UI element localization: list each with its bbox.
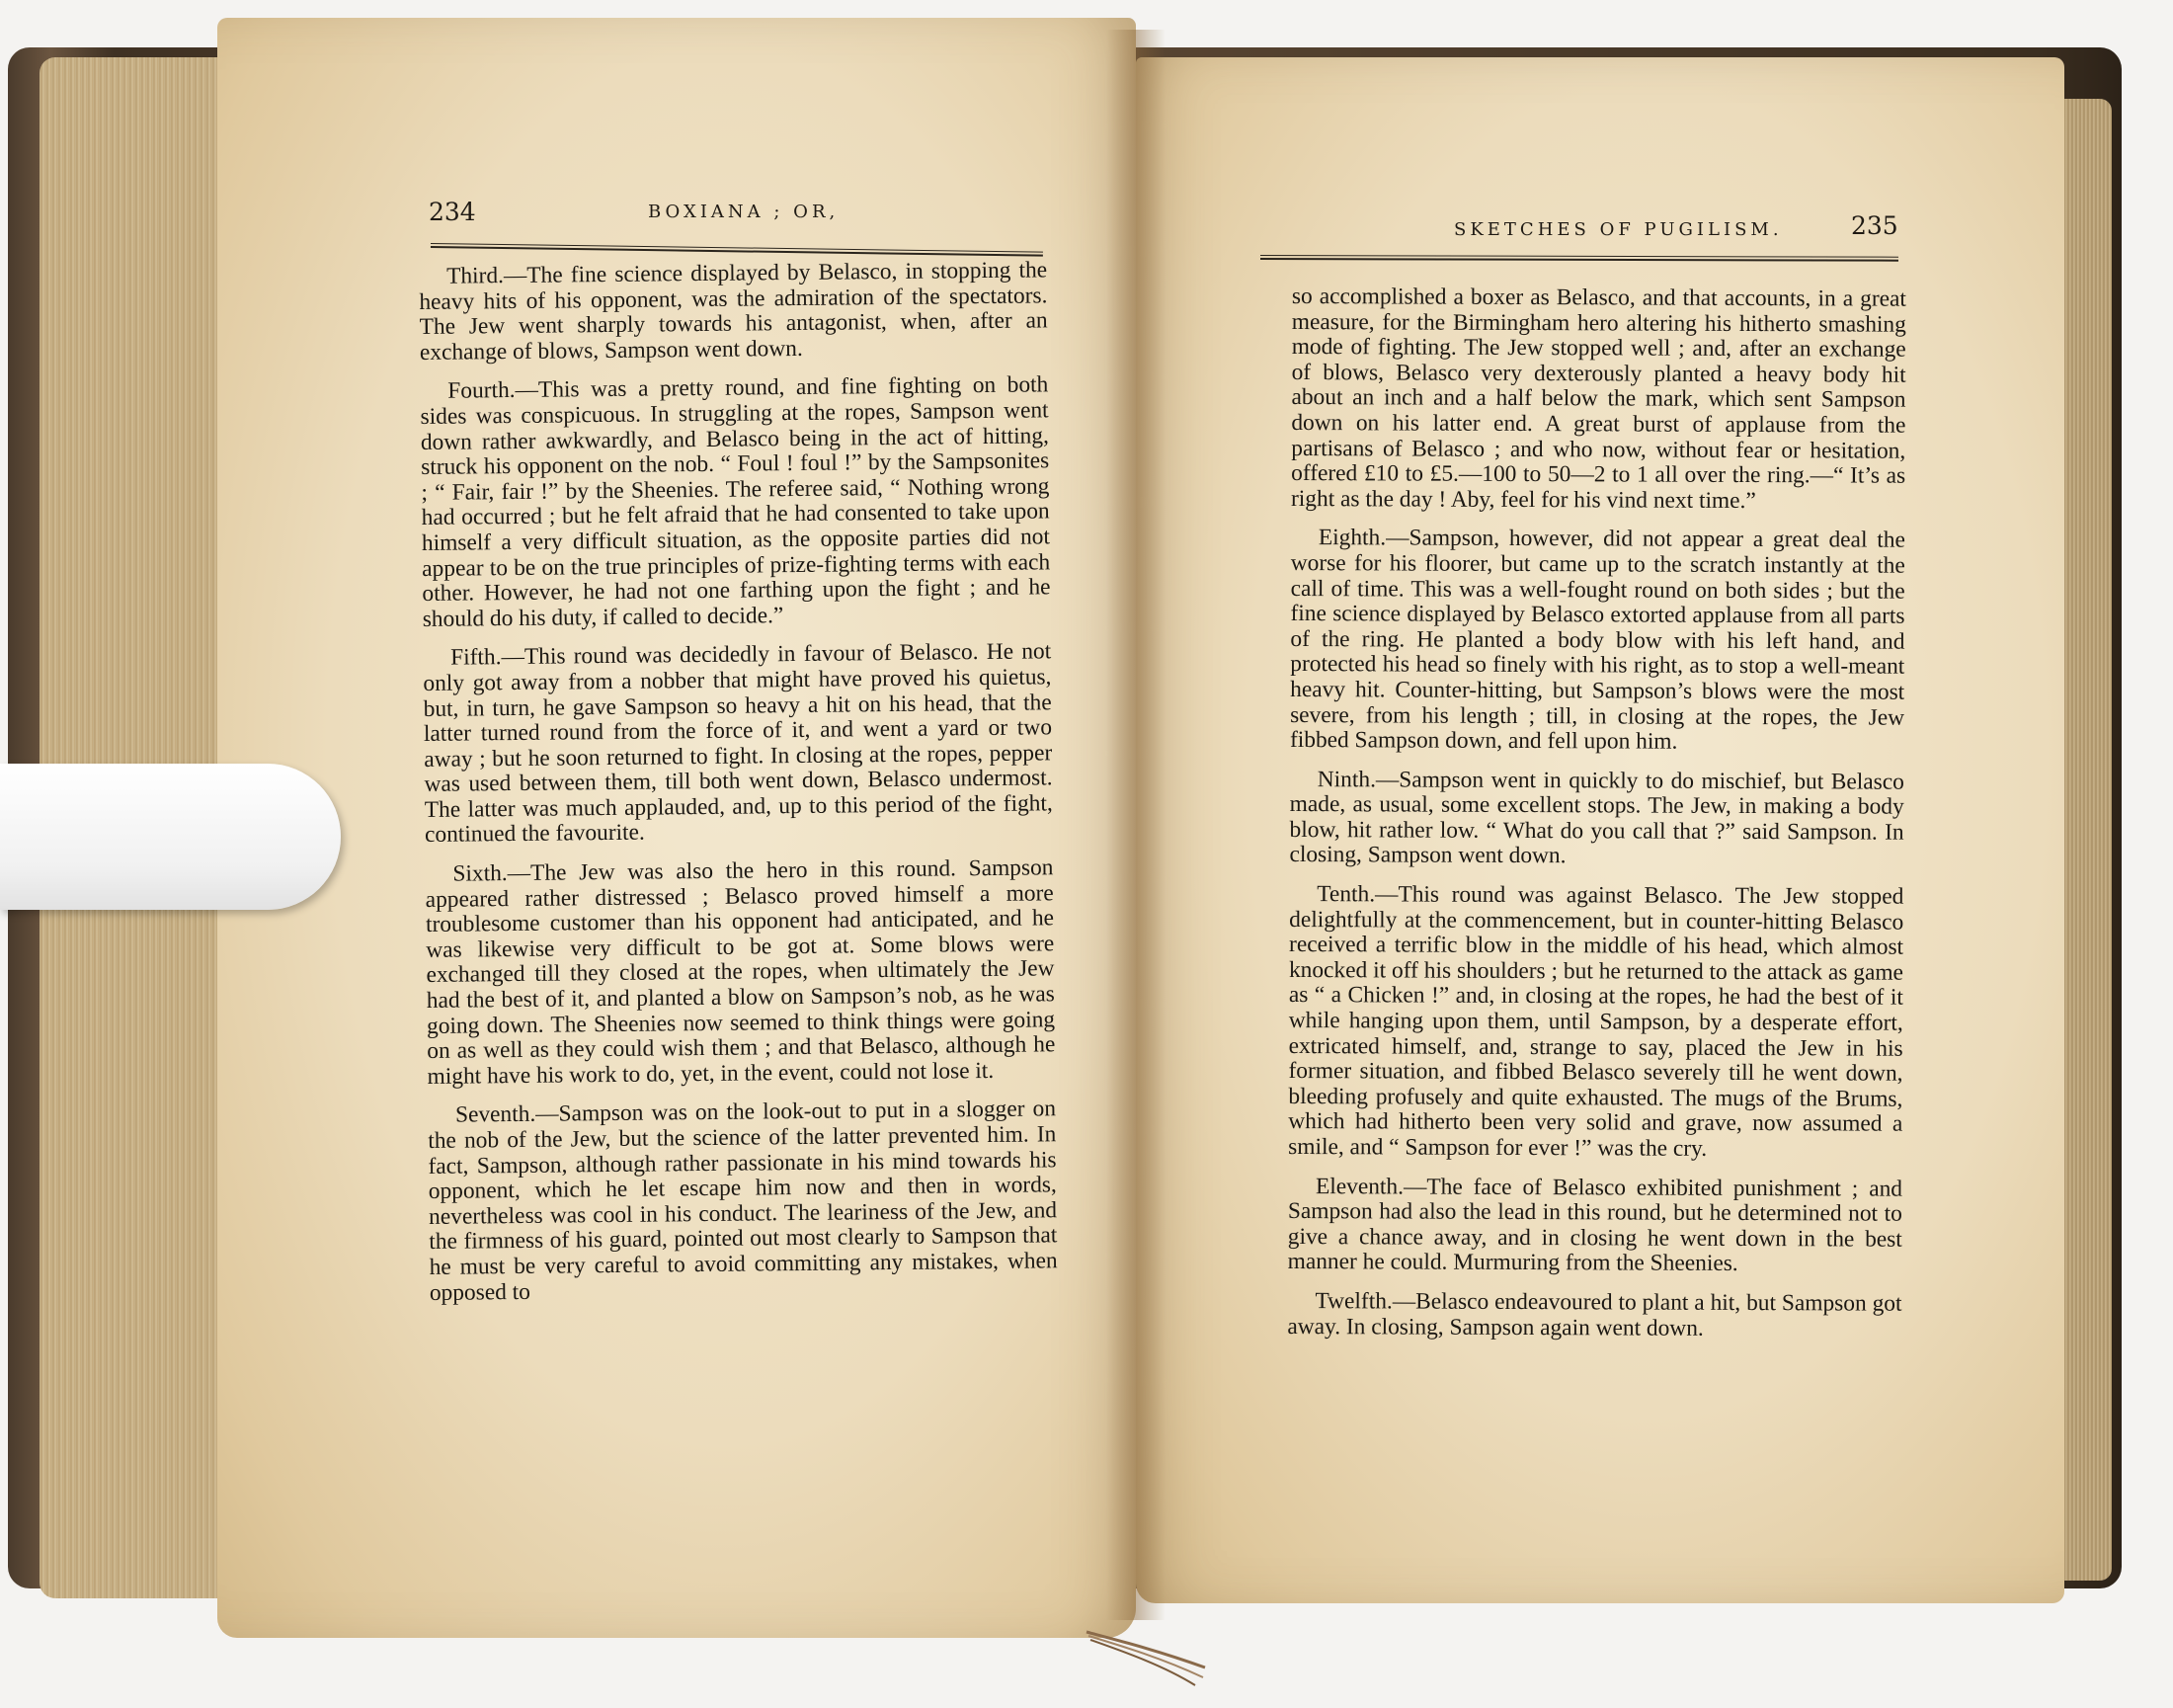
right-running-title: SKETCHES OF PUGILISM. [1454,219,1783,240]
paragraph-twelfth: Twelfth.—Belasco endeavoured to plant a hit, but Sampson got away. In closing, Sampson again went down. [1287,1288,1902,1342]
paragraph-tenth: Tenth.—This round was against Belasco. The Jew stopped delightfully at the commencement, but in counter-hitting Belasco received a terrific blow in the middle of his head, which almost knocked it off his shoulders ; but he returned to the attack as game as “ a Chicken !” and, in closing at the ropes, he had the best of it while hanging upon them, until Sampson, by a desperate effort, extricated himself, and, strange to say, placed the Jew in his former situation, and fibbed Belasco severely till he went down, bleeding profusely and quite exhausted. The mugs of the Brums, which had hitherto been very solid and grave, now assumed a smile, and “ Sampson for ever !” was the cry. [1288,881,1904,1162]
ribbon-bookmark [1077,1630,1215,1689]
page-edges-right [2062,99,2112,1581]
paragraph-sixth: Sixth.—The Jew was also the hero in this round. Sampson appeared rather distressed ; Belasco proved himself a more troublesome customer than his opponent had anticipated, and he was likewise very difficult to be got at. Some blows were exchanged till they closed at the ropes, when ultimately the Jew had the best of it, and planted a blow on Sampson’s nob, as he was going down. The Sheenies now seemed to think things were going on as well as they could wish them ; and that Belasco, although he might have his work to do, yet, in the event, could not lose it. [425,854,1056,1090]
paragraph-third: Third.—The fine science displayed by Belasco, in stopping the heavy hits of his opponent, was the admiration of the spectators. The Jew went sharply towards his antagonist, when, after an exchange of blows, Sampson went down. [419,257,1048,366]
paragraph-eighth: Eighth.—Sampson, however, did not appear a great deal the worse for his floorer, but came up to the scratch instantly at the call of time. This was a well-fought round on both sides ; but the fine science displayed by Belasco extorted applause from all parts of the ring. He planted a body blow with his left hand, and protected his head so finely with his right, as to stop a well-meant heavy hit. Counter-hitting, but Sampson’s blows were the most severe, from his length ; till, in closing at the ropes, the Jew fibbed Sampson down, and fell upon him. [1289,525,1905,755]
right-page-text [1287,285,1906,1342]
paragraph-eleventh: Eleventh.—The face of Belasco exhibited punishment ; and Sampson had also the lead in this round, but he determined not to give a chance away, and in closing he went down in the best manner he could. Murmuring from the Sheenies. [1287,1173,1903,1277]
right-page-number: 235 [1851,211,1898,240]
paragraph-seventh: Seventh.—Sampson was on the look-out to put in a slogger on the nob of the Jew, but the science of the latter prevented him. In fact, Sampson, although rather passionate in his mind towards his opponent, which he let escape him now and then in words, nevertheless was cool in his conduct. The leariness of the Jew, and the firmness of his guard, pointed out most clearly to Sampson that he must be very careful to avoid committing any mistakes, when opposed to [428,1096,1058,1306]
left-running-title: BOXIANA ; OR, [648,202,840,222]
book-gutter [1106,30,1166,1620]
paragraph-continuation: so accomplished a boxer as Belasco, and that accounts, in a great measure, for the Birmingham hero altering his hitherto smashing mode of fighting. The Jew stopped well ; and, after an exchange of blows, Belasco very dexterously planted a heavy body hit about an inch and a half below the mark, which sent Sampson down on his latter end. A great burst of applause from the partisans of Belasco ; and who now, without fear or hesitation, offered £10 to £5.—100 to 50—2 to 1 all over the ring.—“ It’s as right as the day ! Aby, feel for his vind next time.” [1290,284,1906,514]
left-page-text [419,258,1058,1306]
paragraph-fourth: Fourth.—This was a pretty round, and fine fighting on both sides was conspicuous. In struggling at the ropes, Sampson went down rather awkwardly, and Belasco being in the act of hitting, struck his opponent on the nob. “ Foul ! foul !” by the Sampsonites ; “ Fair, fair !” by the Sheenies. The referee said, “ Nothing wrong had occurred ; but he felt afraid that he had consented to take upon himself a very difficult situation, as the opposite parties did not appear to be on the true principles of prize-fighting terms with each other. However, he had not one farthing upon the fight ; and he should do his duty, if called to decide.” [420,371,1051,632]
paragraph-fifth: Fifth.—This round was decidedly in favour of Belasco. He not only got away from a nobber that might have proved his quietus, but, in turn, he gave Sampson so heavy a hit on his head, that the latter turned round from the force of it, and went a yard or two away ; but he soon returned to fight. In closing at the ropes, pepper was used between them, till both went down, Belasco undermost. The latter was much applauded, and, up to this period of the fight, continued the favourite. [423,638,1053,849]
white-bookmark [0,764,341,910]
paragraph-ninth: Ninth.—Sampson went in quickly to do mischief, but Belasco made, as usual, some excellent stops. The Jew, in making a body blow, hit rather low. “ What do you call that ?” said Sampson. In closing, Sampson went down. [1289,766,1904,869]
left-page-number: 234 [429,198,476,226]
